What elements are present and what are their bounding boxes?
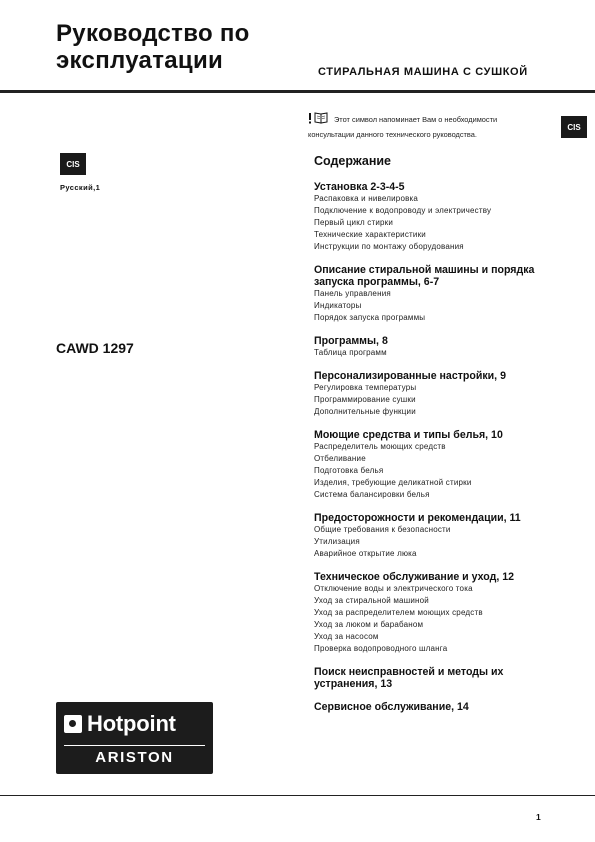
- toc-section-title: Предосторожности и рекомендации, 11: [314, 512, 521, 524]
- toc-section-title: Техническое обслуживание и уход, 12: [314, 571, 515, 583]
- toc-item: Панель управления: [314, 289, 391, 298]
- toc-item: Распаковка и нивелировка: [314, 194, 419, 203]
- toc-item: Утилизация: [314, 537, 360, 546]
- toc-item: Индикаторы: [314, 301, 362, 310]
- toc-item: Таблица программ: [314, 348, 387, 357]
- toc-section: [314, 512, 554, 560]
- toc-item: Инструкции по монтажу оборудования: [314, 242, 464, 251]
- toc-item: Отбеливание: [314, 454, 366, 463]
- toc-item: Проверка водопроводного шланга: [314, 644, 448, 653]
- logo-brand-top: Hotpoint: [87, 711, 176, 736]
- toc-item: Распределитель моющих средств: [314, 442, 446, 451]
- toc-section: [314, 370, 554, 418]
- toc-section: [314, 181, 554, 253]
- toc-section-title: Сервисное обслуживание, 14: [314, 701, 469, 713]
- toc-section-title: Персонализированные настройки, 9: [314, 370, 506, 382]
- toc-item: Дополнительные функции: [314, 407, 416, 416]
- toc-item: Отключение воды и электрического тока: [314, 584, 473, 593]
- logo-hotpoint-row: [64, 709, 206, 739]
- toc-item: Изделия, требующие деликатной стирки: [314, 478, 472, 487]
- toc-item: Порядок запуска программы: [314, 313, 426, 322]
- table-of-contents: [314, 181, 554, 724]
- toc-section-title: Установка 2-3-4-5: [314, 181, 405, 193]
- toc-item: Уход за распределителем моющих средств: [314, 608, 483, 617]
- toc-section: [314, 429, 554, 501]
- toc-section-title: Моющие средства и типы белья, 10: [314, 429, 503, 441]
- header-divider: [0, 90, 595, 93]
- toc-section-title: Поиск неисправностей и методы их устранения, 13: [314, 666, 504, 690]
- toc-item: Уход за люком и барабаном: [314, 620, 424, 629]
- logo-brand-bottom: ARISTON: [95, 749, 174, 766]
- toc-section: [314, 571, 554, 655]
- toc-section: [314, 666, 554, 690]
- toc-section: [314, 701, 554, 713]
- logo-divider: [64, 745, 205, 746]
- toc-item: Аварийное открытие люка: [314, 549, 417, 558]
- model-name: CAWD 1297: [56, 340, 134, 356]
- toc-item: Общие требования к безопасности: [314, 525, 451, 534]
- toc-item: Программирование сушки: [314, 395, 416, 404]
- toc-item: Система балансировки белья: [314, 490, 430, 499]
- toc-section: [314, 264, 554, 324]
- title-line-2: эксплуатации: [56, 47, 224, 74]
- title-line-1: Руководство по: [56, 20, 250, 47]
- toc-item: Регулировка температуры: [314, 383, 417, 392]
- language-label: Русский,1: [60, 183, 101, 192]
- notice-line-1: Этот символ напоминает Вам о необходимости: [334, 114, 498, 124]
- region-tab: CIS: [561, 116, 587, 138]
- toc-item: Уход за насосом: [314, 632, 379, 641]
- toc-item: Подготовка белья: [314, 466, 384, 475]
- notice-line-2: консультации данного технического руководства.: [308, 130, 477, 139]
- hotpoint-mark-icon: [64, 715, 82, 733]
- toc-section: [314, 335, 554, 359]
- contents-heading: Содержание: [314, 154, 392, 168]
- manual-notice: [308, 112, 548, 141]
- toc-item: Технические характеристики: [314, 230, 426, 239]
- region-badge: CIS: [60, 153, 86, 175]
- page-number: 1: [536, 812, 541, 822]
- toc-item: Подключение к водопроводу и электричеству: [314, 206, 492, 215]
- document-subtitle: СТИРАЛЬНАЯ МАШИНА С СУШКОЙ: [318, 66, 528, 78]
- document-title: [56, 20, 250, 74]
- toc-item: Уход за стиральной машиной: [314, 596, 429, 605]
- toc-section-title: Описание стиральной машины и порядка запуска программы, 6-7: [314, 264, 535, 288]
- toc-section-title: Программы, 8: [314, 335, 388, 347]
- warning-book-icon: [308, 112, 330, 128]
- toc-item: Первый цикл стирки: [314, 218, 394, 227]
- hotpoint-ariston-logo: [56, 702, 213, 774]
- footer-divider: [0, 795, 595, 796]
